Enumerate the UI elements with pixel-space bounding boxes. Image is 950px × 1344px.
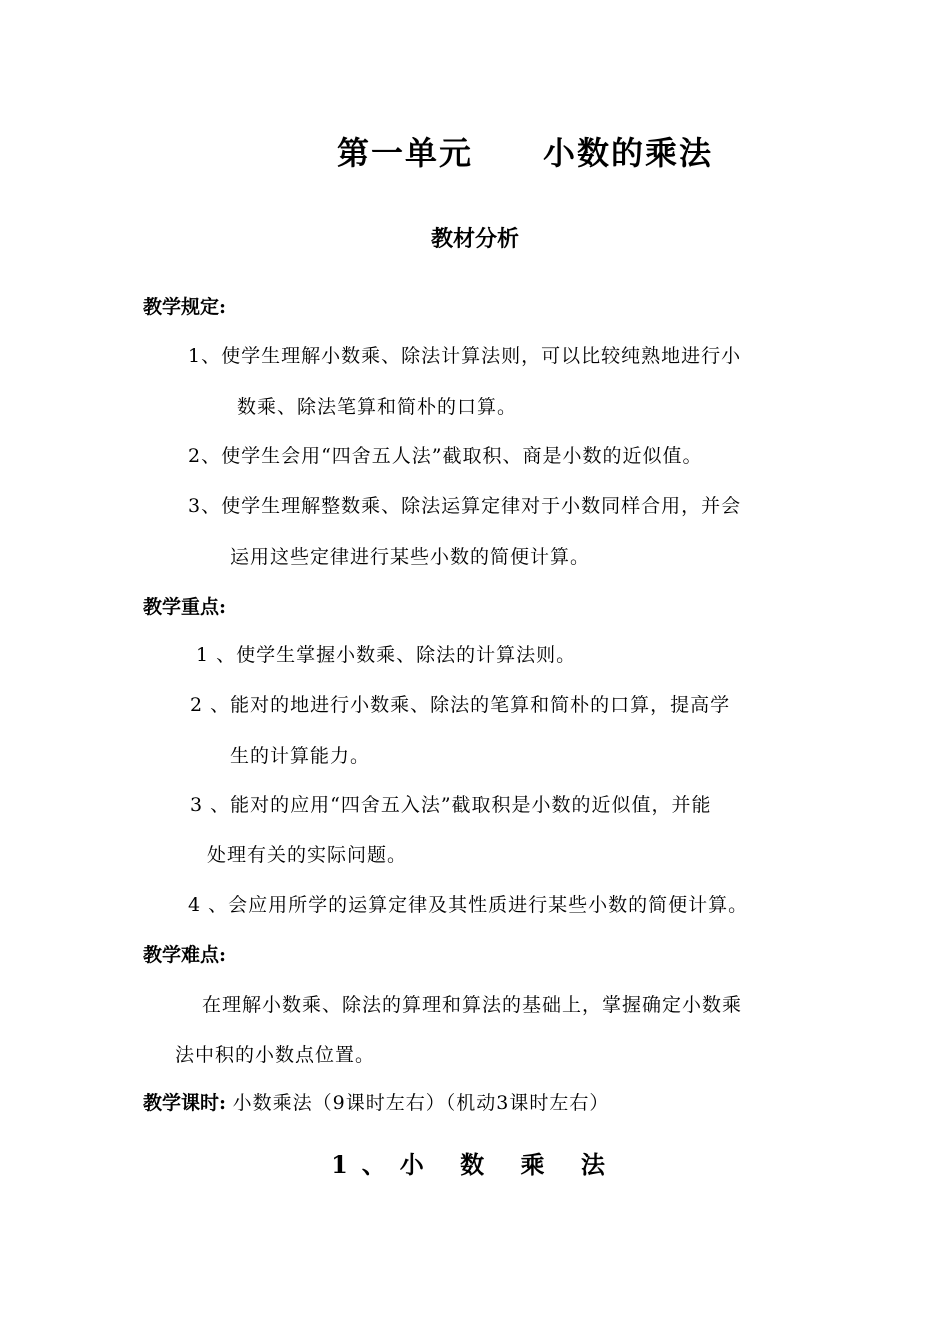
- requirements-line-4: 3、使学生理解整数乘、除法运算定律对于小数同样合用，并会: [188, 495, 742, 517]
- unit-title-part1: 第一单元: [336, 134, 473, 172]
- requirements-line-5: 运用这些定律进行某些小数的简便计算。: [230, 546, 591, 568]
- lesson-time-value: 小数乘法（9课时左右）（机动3课时左右）: [232, 1092, 610, 1114]
- section-subtitle: 教材分析: [430, 226, 519, 252]
- lesson-time-heading: 教学课时:: [143, 1092, 227, 1114]
- key-points-line-5: 处理有关的实际问题。: [207, 844, 408, 866]
- unit-title: [0, 128, 950, 174]
- key-points-line-2: 2 、能对的地进行小数乘、除法的笔算和简朴的口算，提高学: [190, 694, 731, 716]
- key-points-line-4: 3 、能对的应用“四舍五入法”截取积是小数的近似值，并能: [190, 794, 712, 816]
- key-points-line-1: 1 、使学生掌握小数乘、除法的计算法则。: [196, 644, 577, 666]
- requirements-line-3: 2、使学生会用“四舍五人法”截取积、商是小数的近似值。: [188, 445, 703, 467]
- key-points-line-3: 生的计算能力。: [230, 745, 371, 767]
- section-title: 1、小 数 乘 法: [331, 1150, 619, 1179]
- requirements-heading: 教学规定:: [143, 296, 227, 318]
- unit-title-part2: 小数的乘法: [543, 134, 714, 172]
- difficulties-heading: 教学难点:: [143, 944, 227, 966]
- requirements-line-1: 1、使学生理解小数乘、除法计算法则，可以比较纯熟地进行小: [188, 345, 742, 367]
- difficulties-line-1: 在理解小数乘、除法的算理和算法的基础上，掌握确定小数乘: [202, 994, 743, 1016]
- key-points-heading: 教学重点:: [143, 596, 227, 618]
- key-points-line-6: 4 、会应用所学的运算定律及其性质进行某些小数的简便计算。: [188, 894, 749, 916]
- lesson-time: [143, 1088, 609, 1115]
- difficulties-line-2: 法中积的小数点位置。: [175, 1044, 376, 1066]
- requirements-line-2: 数乘、除法笔算和简朴的口算。: [237, 396, 518, 418]
